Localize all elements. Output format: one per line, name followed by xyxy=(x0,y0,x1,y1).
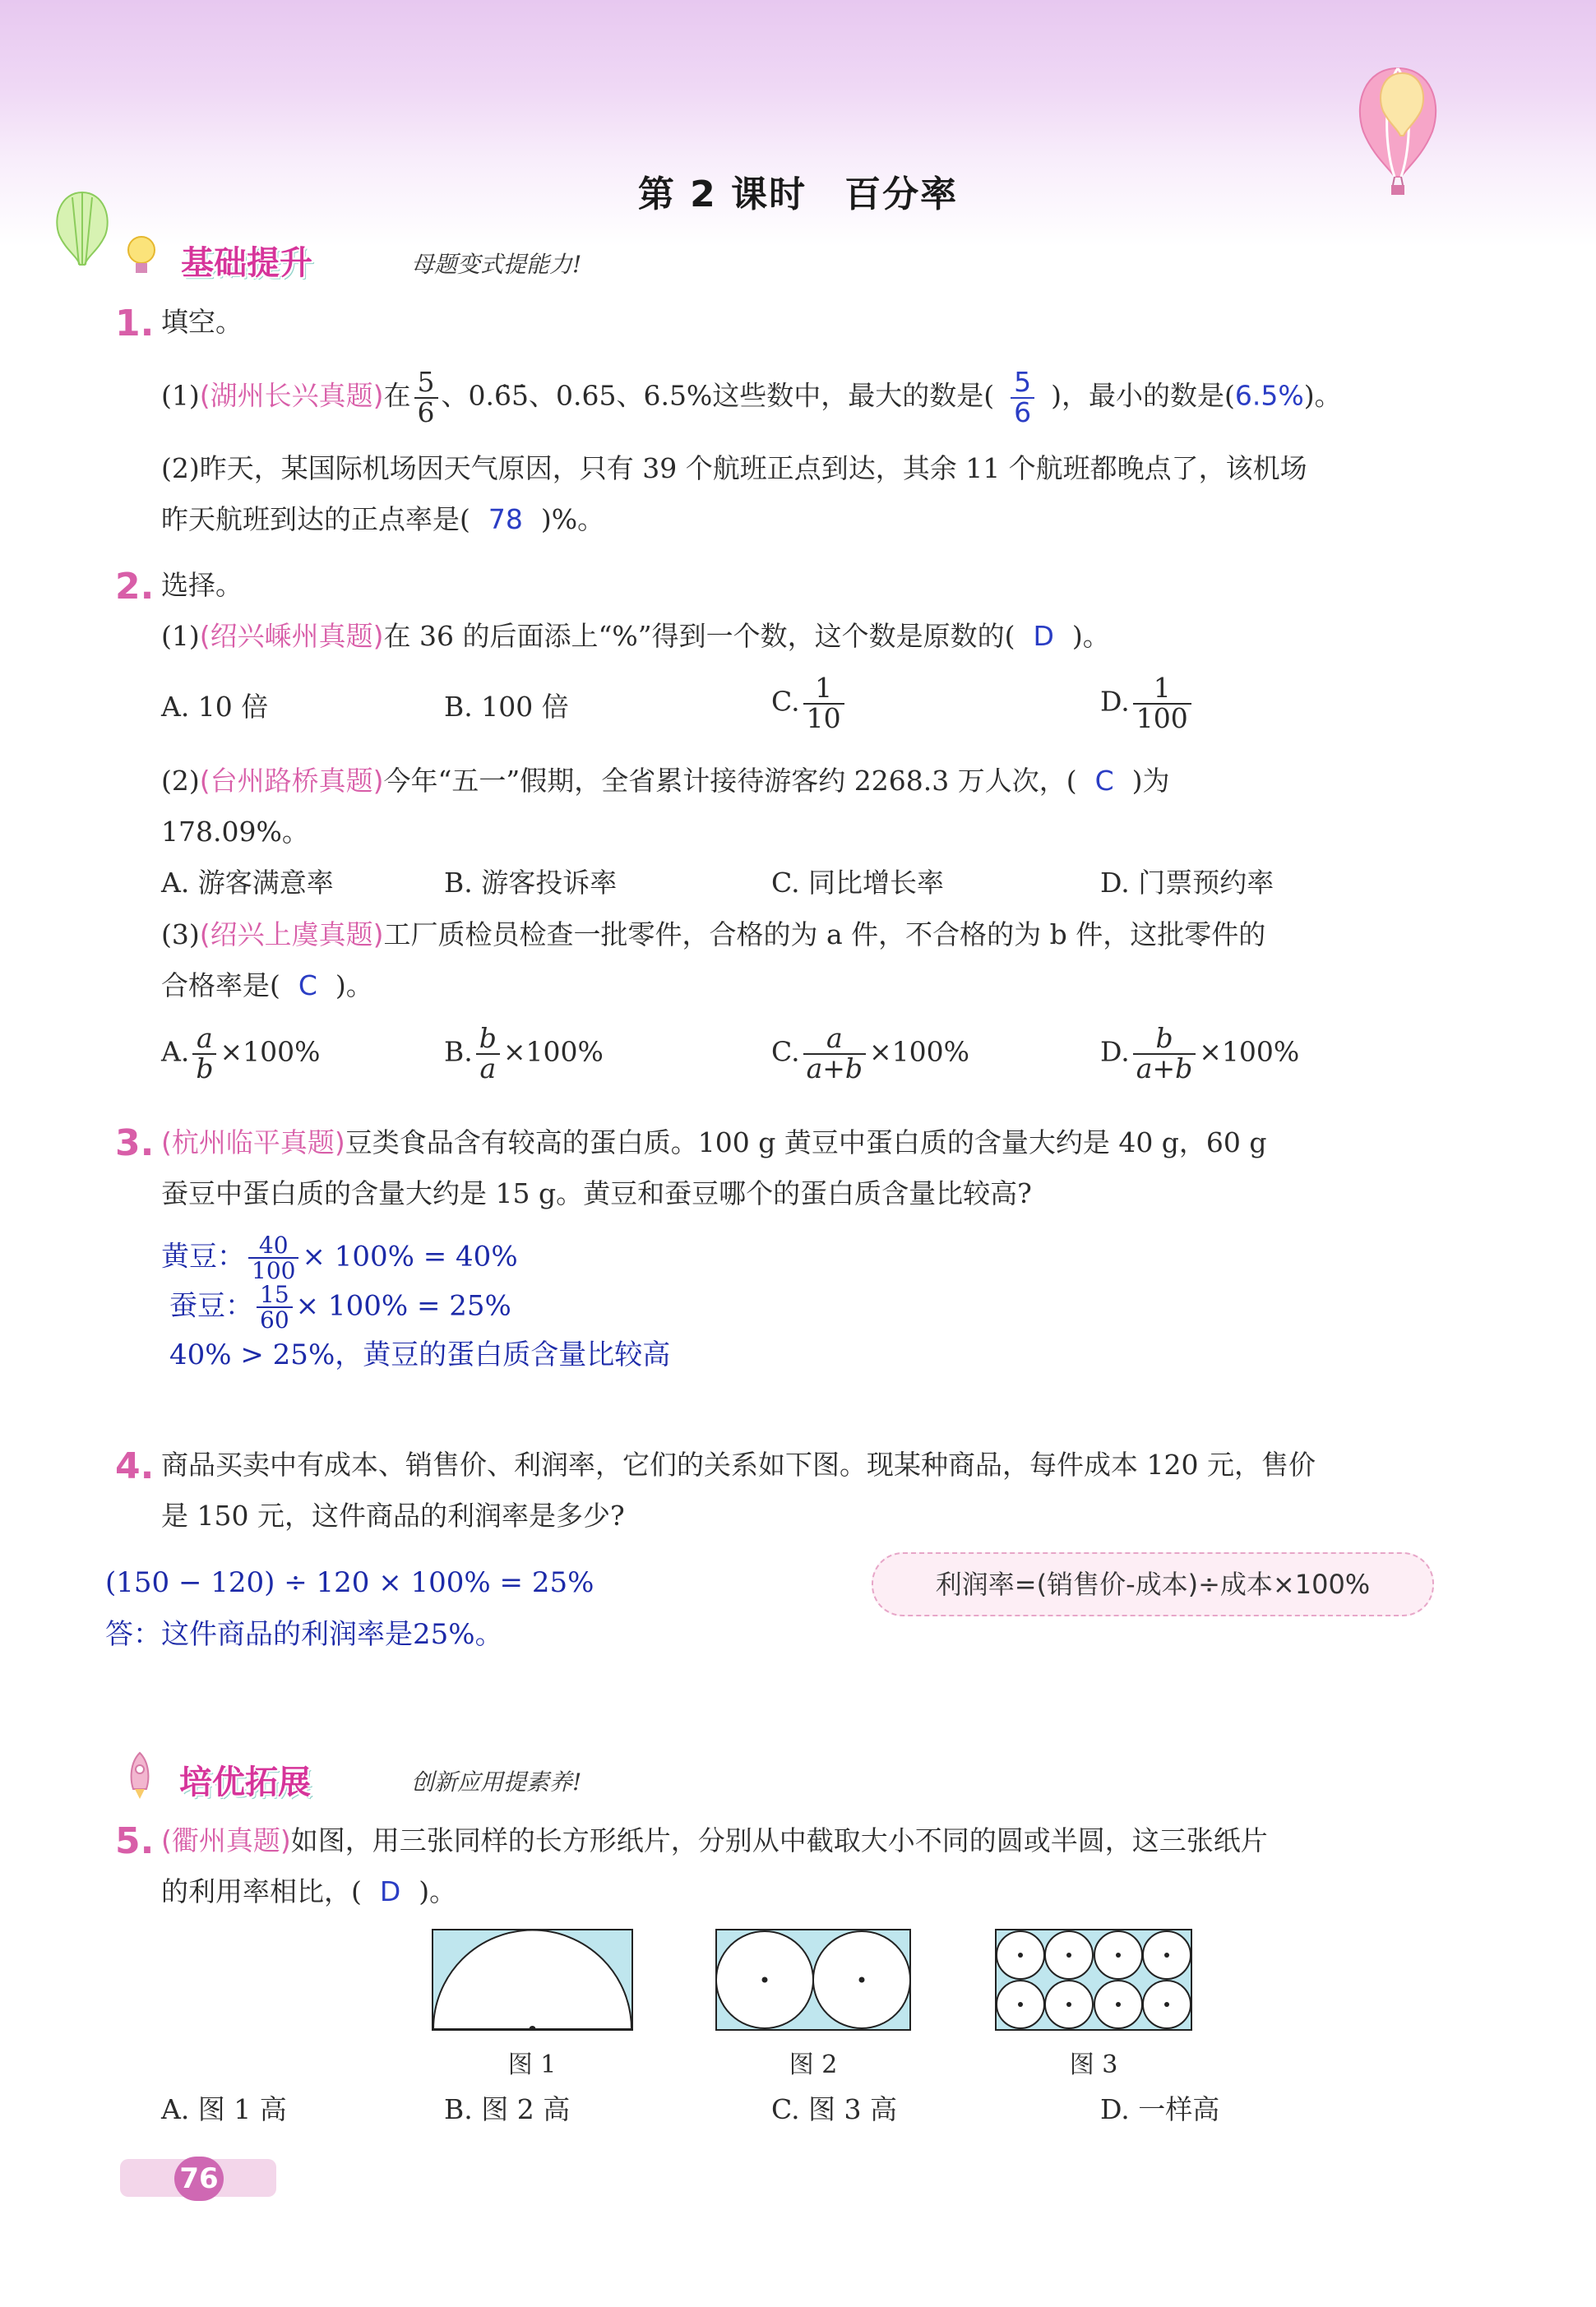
question-number: 1. xyxy=(115,303,155,344)
option-d: D. 门票预约率 xyxy=(1100,867,1274,899)
option-d: D. $\frac{b}{a+b}$ ×100% xyxy=(1100,1022,1300,1084)
option-b: B. 100 倍 xyxy=(444,691,569,723)
q2-part1: (1)(绍兴嵊州真题)在 36 的后面添上“%”得到一个数，这个数是原数的( D )。 xyxy=(161,620,1110,652)
q4-line1: 商品买卖中有成本、销售价、利润率，它们的关系如下图。现某种商品，每件成本 120 元，售价 xyxy=(161,1449,1316,1481)
section-subtitle-advanced: 创新应用提素养! xyxy=(411,1768,582,1796)
q3-line2: 蚕豆中蛋白质的含量大约是 15 g。黄豆和蚕豆哪个的蛋白质含量比较高? xyxy=(161,1177,1032,1209)
option-a: A. $\frac{a}{b}$ ×100% xyxy=(161,1022,321,1084)
section-banner-advanced: 培优拓展 xyxy=(179,1764,311,1801)
option-c: C. $\frac{a}{a+b}$ ×100% xyxy=(771,1022,970,1084)
figure-3-eight-circles xyxy=(995,1929,1192,2031)
q5-line2: 的利用率相比，( D )。 xyxy=(161,1875,457,1907)
question-title: 选择。 xyxy=(161,569,243,601)
option-a: A. 10 倍 xyxy=(161,691,269,723)
option-b: B. $\frac{b}{a}$ ×100% xyxy=(444,1022,604,1084)
answer: $\frac{5}{6}$ xyxy=(1011,368,1034,427)
q1-part1: (1)(湖州长兴真题)在 $\frac{5}{6}$ 、0.6̇5̇、0.65、6.5%这些数中，最大的数是( $\frac{5}{6}$ )，最小的数是(6.5%)。 xyxy=(161,366,1342,428)
option-a: A. 游客满意率 xyxy=(161,867,334,899)
question-number: 5. xyxy=(115,1820,155,1862)
handwritten-answer: 答：这件商品的利润率是25%。 xyxy=(105,1618,503,1651)
question-title: 填空。 xyxy=(161,306,243,338)
handwritten-answer: (150 − 120) ÷ 120 × 100% = 25% xyxy=(105,1566,594,1599)
question-number: 4. xyxy=(115,1445,155,1487)
answer: D xyxy=(379,1875,401,1907)
handwritten-answer: 黄豆： $\frac{40}{100}$ × 100% = 40% xyxy=(161,1232,518,1285)
formula-box: 利润率=(销售价-成本)÷成本×100% xyxy=(872,1552,1434,1616)
figure-label: 图 1 xyxy=(507,2050,557,2079)
answer: C xyxy=(1094,765,1114,797)
rocket-icon xyxy=(123,1751,156,1801)
q2-part3-line2: 合格率是( C )。 xyxy=(161,969,373,1001)
q1-part2-line1: (2)昨天，某国际机场因天气原因，只有 39 个航班正点到达，其余 11 个航班都晚点了，该机场 xyxy=(161,452,1307,484)
page-title: 第 2 课时 百分率 xyxy=(637,173,959,215)
figure-label: 图 3 xyxy=(1069,2050,1118,2079)
q2-part3: (3)(绍兴上虞真题)工厂质检员检查一批零件，合格的为 a 件，不合格的为 b 件，这批零件的 xyxy=(161,918,1266,950)
handwritten-answer: 40% > 25%，黄豆的蛋白质含量比较高 xyxy=(169,1338,671,1371)
option-b: B. 游客投诉率 xyxy=(444,867,618,899)
option-c: C. 图 3 高 xyxy=(771,2093,898,2125)
figure-label: 图 2 xyxy=(789,2050,838,2079)
q2-part2-line2: 178.09%。 xyxy=(161,816,309,848)
option-c: C. 同比增长率 xyxy=(771,867,945,899)
handwritten-answer: 蚕豆： $\frac{15}{60}$ × 100% = 25% xyxy=(169,1281,511,1334)
answer: C xyxy=(298,969,317,1001)
q2-part2: (2)(台州路桥真题)今年“五一”假期，全省累计接待游客约 2268.3 万人次，( C )为 xyxy=(161,765,1170,797)
lightbulb-icon xyxy=(125,232,158,281)
q4-line2: 是 150 元，这件商品的利润率是多少? xyxy=(161,1500,625,1532)
q1-part2-line2: 昨天航班到达的正点率是( 78 )%。 xyxy=(161,503,605,535)
option-c: C. $\frac{1}{10}$ xyxy=(771,674,848,733)
figure-1-semicircle xyxy=(432,1929,633,2031)
option-b: B. 图 2 高 xyxy=(444,2093,571,2125)
answer: 6.5% xyxy=(1234,379,1304,412)
page-number: 76 xyxy=(174,2157,224,2201)
question-number: 3. xyxy=(115,1122,155,1164)
q3-line1: (杭州临平真题)豆类食品含有较高的蛋白质。100 g 黄豆中蛋白质的含量大约是 40 g，60 g xyxy=(161,1126,1267,1158)
answer: 78 xyxy=(488,503,523,535)
option-a: A. 图 1 高 xyxy=(161,2093,287,2125)
small-balloon-icon xyxy=(1373,70,1431,152)
section-subtitle-basic: 母题变式提能力! xyxy=(411,251,582,278)
question-number: 2. xyxy=(115,566,155,608)
option-d: D. $\frac{1}{100}$ xyxy=(1100,674,1195,733)
q5-line1: (衢州真题)如图，用三张同样的长方形纸片，分别从中截取大小不同的圆或半圆，这三张纸片 xyxy=(161,1824,1268,1856)
figure-2-two-circles xyxy=(715,1929,911,2031)
answer: D xyxy=(1033,620,1054,652)
section-banner-basic: 基础提升 xyxy=(181,244,312,282)
option-d: D. 一样高 xyxy=(1100,2093,1220,2125)
